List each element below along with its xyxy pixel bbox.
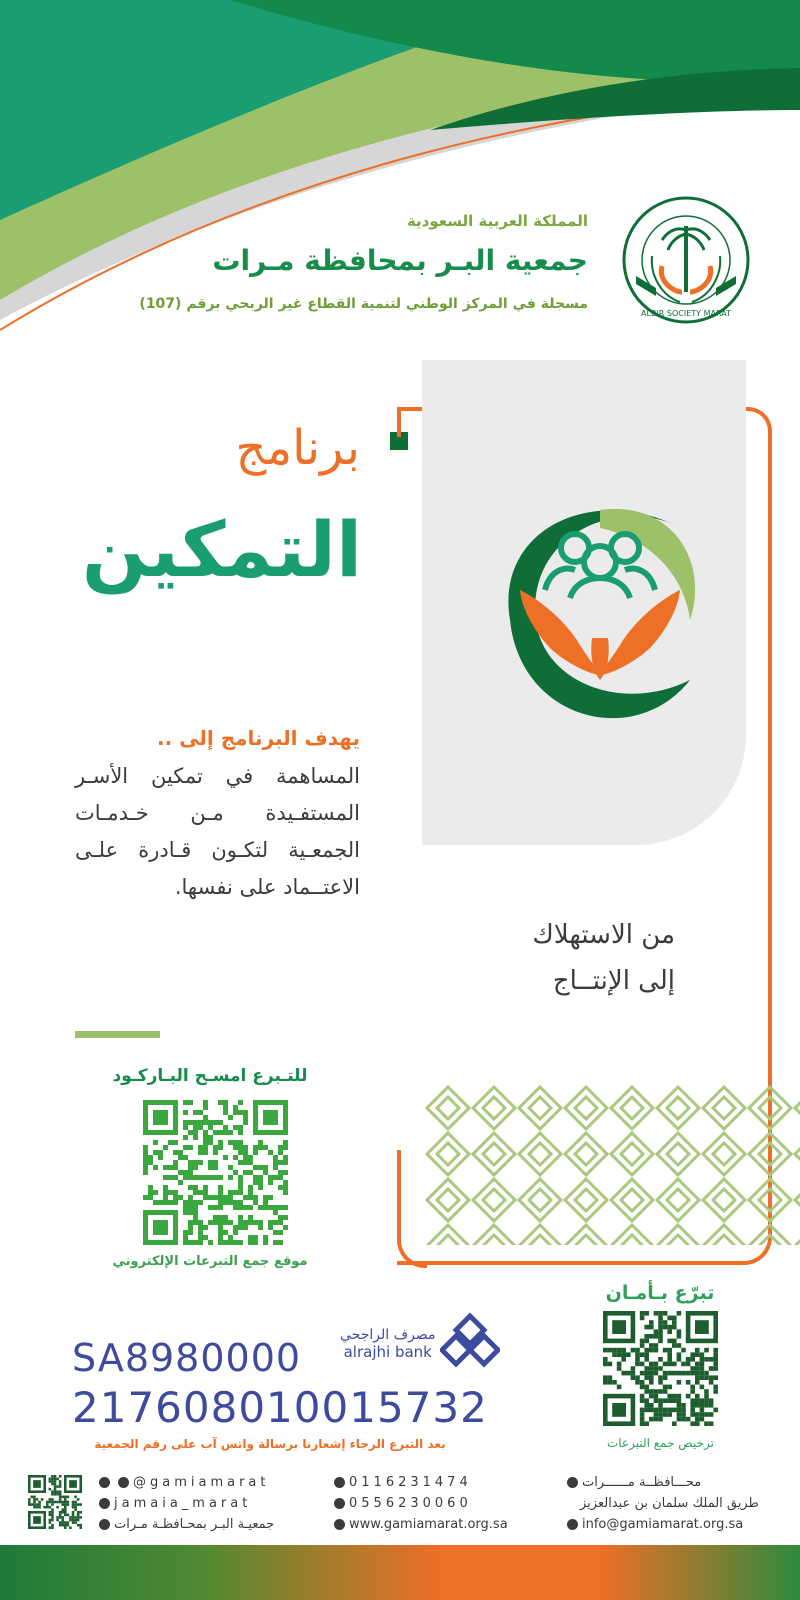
donation-qr-code[interactable] <box>143 1100 288 1245</box>
whatsapp-number: 0556230060 <box>349 1495 472 1511</box>
bank-name-en: alrajhi bank <box>343 1343 432 1361</box>
location-contact <box>563 1472 701 1492</box>
license-qr-code[interactable] <box>603 1311 718 1426</box>
whatsapp-icon <box>334 1498 345 1509</box>
program-word: برنامج <box>235 420 360 476</box>
whatsapp-contact[interactable] <box>330 1493 472 1513</box>
iban-line-2: 217608010015732 <box>72 1383 488 1432</box>
location-city: محـــافظــة مــــــرات <box>582 1474 702 1490</box>
society-seal-logo <box>622 196 750 324</box>
divider <box>75 1031 160 1038</box>
bottom-gradient-bar <box>0 1545 800 1600</box>
program-name: التمكين <box>81 505 362 594</box>
organization-name: جمعية البـر بمحافظة مـرات <box>212 244 588 277</box>
empowerment-program-logo <box>440 470 740 740</box>
bank-name-ar: مصرف الراجحي <box>340 1327 436 1343</box>
logo-caption: ALBIR SOCIETY MARAT <box>641 309 731 318</box>
email-icon <box>567 1519 578 1530</box>
goal-description: المساهمة في تمكين الأسـر المستفـيدة مـن خـدمـات الجمعـية لتكـون قـادرة علـى الاعتــماد على نفسها. <box>75 764 360 899</box>
iban-line-1: SA8980000 <box>72 1336 302 1380</box>
country-title: المملكة العربية السعودية <box>406 212 588 230</box>
location-icon <box>567 1477 578 1488</box>
twitter-icon <box>99 1477 110 1488</box>
decorative-pattern <box>425 1085 800 1245</box>
twitter-handle: @gamiamarat <box>133 1474 270 1490</box>
facebook-contact[interactable] <box>95 1514 274 1534</box>
snapchat-contact[interactable] <box>95 1493 251 1513</box>
bank-logo-icon <box>440 1312 500 1368</box>
address-contact <box>580 1493 759 1513</box>
phone-number: 0116231474 <box>349 1474 472 1490</box>
phone-contact[interactable] <box>330 1472 472 1492</box>
scan-barcode-label: للتـبرع امسـح البـاركـود <box>112 1066 308 1086</box>
email-address: info@gamiamarat.org.sa <box>582 1516 744 1532</box>
snapchat-icon <box>99 1498 110 1509</box>
donation-site-label: موقع جمع التبرعات الإلكتروني <box>112 1254 308 1269</box>
snapchat-handle: jamaia_marat <box>114 1495 252 1511</box>
facebook-icon <box>99 1519 110 1530</box>
goal-title: يهدف البرنامج إلى .. <box>157 726 360 750</box>
footer-qr-code[interactable] <box>28 1475 82 1529</box>
bank-name <box>340 1327 435 1361</box>
donate-safely-label: تبرّع بـأمـان <box>605 1282 715 1304</box>
card-frame-corner <box>397 1150 427 1268</box>
street-address: طريق الملك سلمان بن عبدالعزيز <box>580 1495 759 1511</box>
phone-icon <box>334 1477 345 1488</box>
registration-note: مسجلة في المركز الوطني لتنمية القطاع غير الربحي برقم (107) <box>139 296 588 312</box>
website-link[interactable] <box>330 1514 508 1534</box>
motto-line-1: من الاستهلاك <box>532 920 675 950</box>
facebook-page: جمعيـة البـر بمحـافظـة مـرات <box>114 1516 275 1532</box>
motto-line-2: إلى الإنتــاج <box>552 966 675 996</box>
email-contact[interactable] <box>563 1514 743 1534</box>
iban-note: بعد التبرع الرجاء إشعارنا برسالة واتس آب على رقم الجمعية <box>94 1437 446 1451</box>
twitter-contact[interactable] <box>95 1472 270 1492</box>
instagram-icon <box>118 1477 129 1488</box>
card-frame-edge <box>397 407 401 437</box>
website-url: www.gamiamarat.org.sa <box>349 1516 508 1532</box>
motto <box>532 912 675 1004</box>
license-label: ترخيص جمع التبرعات <box>606 1436 715 1450</box>
globe-icon <box>334 1519 345 1530</box>
